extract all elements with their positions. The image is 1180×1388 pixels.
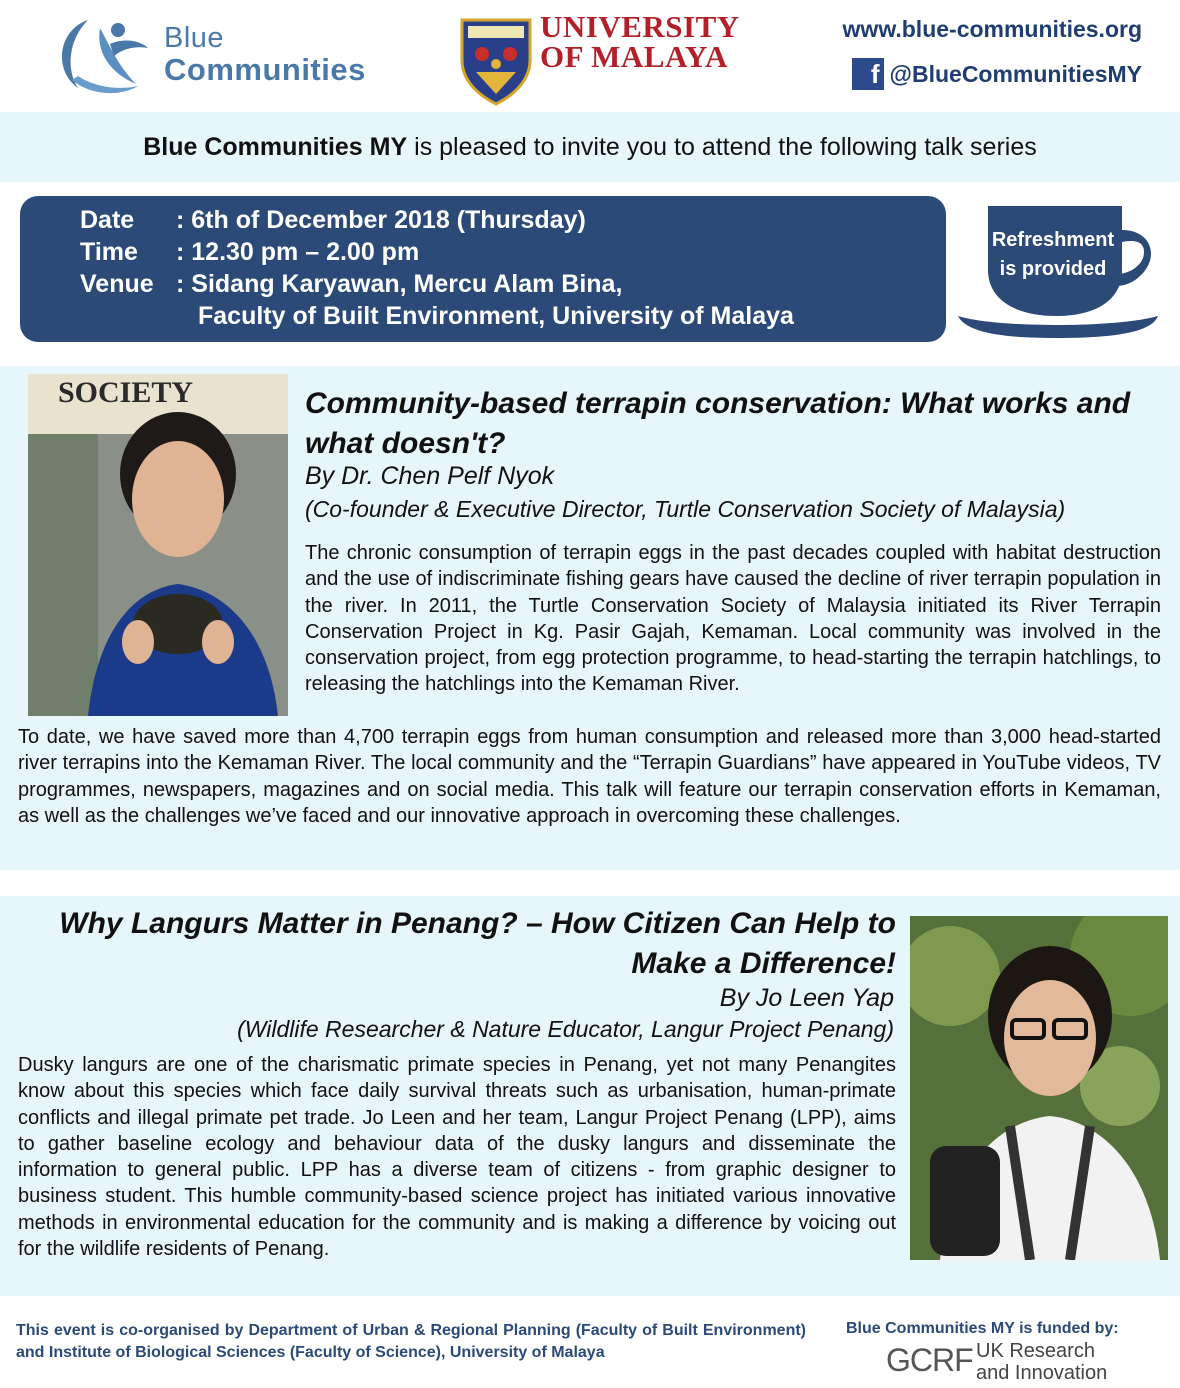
time-label: Time: [80, 238, 138, 266]
venue-row: [80, 270, 622, 299]
talk1-speaker: By Dr. Chen Pelf Nyok: [305, 462, 555, 490]
university-name: [540, 9, 740, 74]
refreshment-note: [978, 226, 1128, 284]
facebook-icon: f: [852, 58, 884, 90]
refreshment-line2: is provided: [999, 258, 1107, 280]
venue-row-2: Faculty of Built Environment, University of Malaya: [198, 302, 794, 330]
invite-text: is pleased to invite you to attend the following talk series: [414, 132, 1037, 161]
venue-label: Venue: [80, 270, 154, 298]
talk1-title: Community-based terrapin conservation: What works and what doesn't?: [305, 387, 1131, 460]
talk1-affiliation: (Co-founder & Executive Director, Turtle Conservation Society of Malaysia): [305, 496, 1066, 522]
refreshment-line1: Refreshment: [991, 229, 1115, 251]
invite-banner: [0, 112, 1180, 182]
date-value: : 6th of December 2018 (Thursday): [176, 206, 586, 234]
org-name-line1: Blue: [164, 22, 225, 54]
website-link[interactable]: www.blue-communities.org: [842, 16, 1142, 42]
gcrf-logo-text: GCRF: [886, 1342, 973, 1378]
university-line2: OF MALAYA: [540, 39, 728, 74]
ukri-line1: UK Research: [976, 1340, 1095, 1362]
speaker2-photo: [910, 916, 1168, 1260]
time-value: : 12.30 pm – 2.00 pm: [176, 238, 420, 266]
venue-value: : Sidang Karyawan, Mercu Alam Bina,: [176, 270, 623, 298]
date-label: Date: [80, 206, 135, 234]
invite-org: Blue Communities MY: [143, 132, 408, 161]
talk2-affiliation: (Wildlife Researcher & Nature Educator, Langur Project Penang): [237, 1016, 894, 1042]
university-line1: UNIVERSITY: [540, 9, 740, 44]
date-row: [80, 206, 586, 235]
university-crest-icon: [458, 14, 534, 106]
org-name-line2: Communities: [164, 52, 366, 87]
facebook-handle: @BlueCommunitiesMY: [889, 60, 1142, 87]
facebook-link[interactable]: [852, 58, 1142, 90]
talk2-abstract: Dusky langurs are one of the charismatic primate species in Penang, yet not many Penangites know about this species which face daily survival threats such as urbanisation, human-primate conflicts and illegal primate pet trade. Jo Leen and her team, Langur Project Penang (LPP), aims to gather baseline ecology and behaviour data of the dusky langurs and disseminate the information to general public. LPP has a diverse team of citizens - from graphic designer to business student. This humble community-based science project has initiated various innovative methods in environmental education for the community and is making a difference by voicing out for the wildlife residents of Penang.: [18, 1054, 896, 1261]
fish-logo-icon: [48, 10, 158, 100]
talk2-speaker: By Jo Leen Yap: [719, 984, 894, 1012]
event-details-box: [20, 196, 946, 342]
photo-sign-text: SOCIETY: [58, 376, 194, 409]
funded-by-label: Blue Communities MY is funded by:: [846, 1320, 1119, 1337]
ukri-name: [976, 1340, 1107, 1384]
time-row: [80, 238, 419, 267]
talk2-title: Why Langurs Matter in Penang? – How Citizen Can Help to Make a Difference!: [59, 907, 896, 980]
coorganiser-note: This event is co-organised by Department of Urban & Regional Planning (Faculty of Built Environment) and Institute of Biological Sciences (Faculty of Science), University of Malaya: [16, 1322, 806, 1361]
speaker1-photo: [28, 374, 288, 716]
ukri-line2: and Innovation: [976, 1362, 1108, 1384]
talk1-abstract-part2: To date, we have saved more than 4,700 terrapin eggs from human consumption and released more than 3,000 head-started river terrapins into the Kemaman River. The local community and the “Terrapin Guardians” have appeared in YouTube videos, TV programmes, newspapers, magazines and on social media. This talk will feature our terrapin conservation efforts in Kemaman, as well as the challenges we’ve faced and our innovative approach in overcoming these challenges.: [18, 726, 1161, 827]
talk1-abstract-part1: The chronic consumption of terrapin eggs in the past decades coupled with habitat destruction and the use of indiscriminate fishing gears have caused the decline of river terrapin population in the river. In 2011, the Turtle Conservation Society of Malaysia initiated its River Terrapin Conservation Project in Kg. Pasir Gajah, Kemaman. Local community was involved in the conservation project, from egg protection programme, to head-starting the terrapin hatchlings, to releasing the hatchlings into the Kemaman River.: [305, 542, 1161, 696]
